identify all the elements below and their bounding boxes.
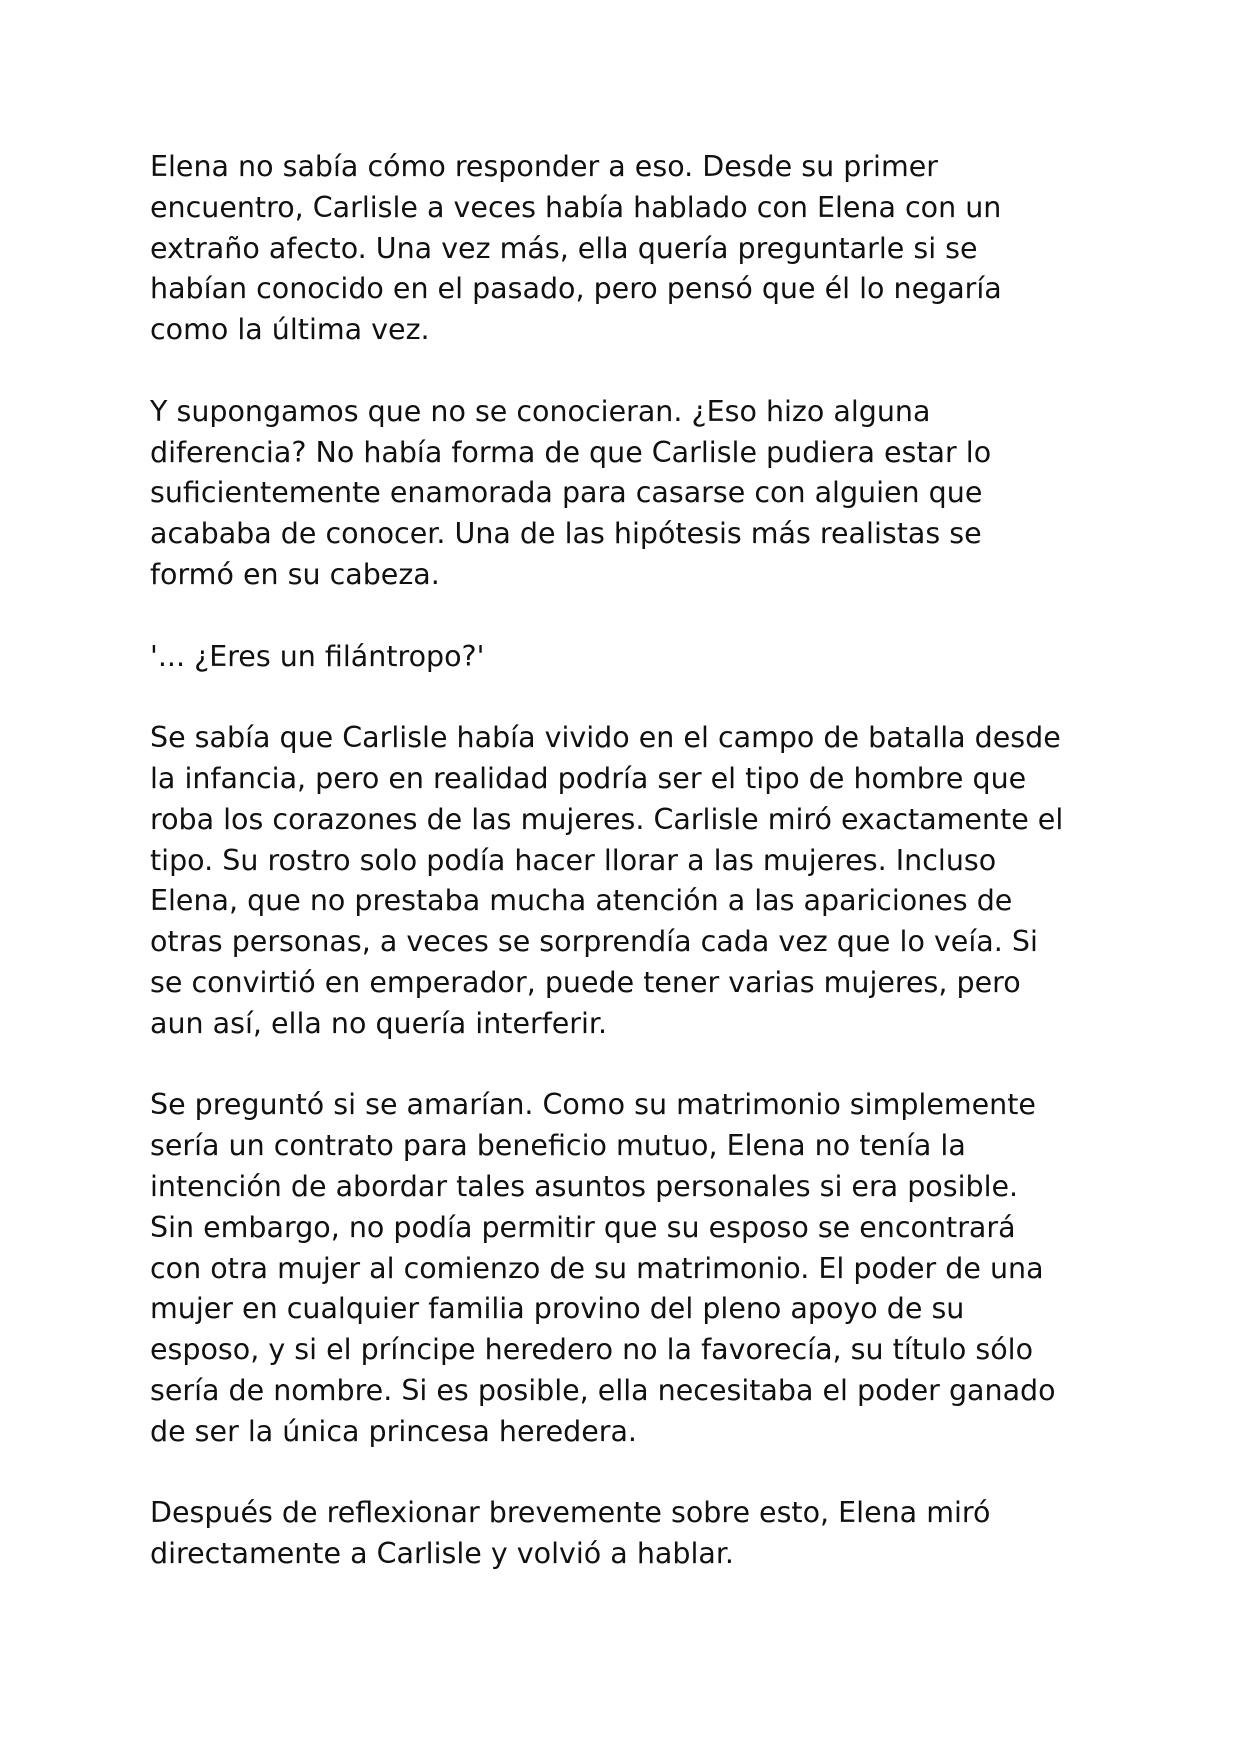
document-body	[150, 147, 1110, 1575]
paragraph-3: '... ¿Eres un filántropo?'	[150, 639, 485, 673]
paragraph-5: Se preguntó si se amarían. Como su matrimonio simplemente sería un contrato para beneficio mutuo, Elena no tenía la intención de abordar tales asuntos personales si era posible. Sin embargo, no podía permitir que su esposo se encontrará con otra mujer al comienzo de su matrimonio. El poder de una mujer en cualquier familia provino del pleno apoyo de su esposo, y si el príncipe heredero no la favorecía, su título sólo sería de nombre. Si es posible, ella necesitaba el poder ganado de ser la única princesa heredera.	[150, 1088, 1056, 1448]
paragraph-6: Después de reflexionar brevemente sobre esto, Elena miró directamente a Carlisle y volvió a hablar.	[150, 1496, 991, 1571]
paragraph-2: Y supongamos que no se conocieran. ¿Eso hizo alguna diferencia? No había forma de que Carlisle pudiera estar lo suficientemente enamorada para casarse con alguien que acababa de conocer. Una de las hipótesis más realistas se formó en su cabeza.	[150, 394, 992, 591]
paragraph-4: Se sabía que Carlisle había vivido en el campo de batalla desde la infancia, pero en realidad podría ser el tipo de hombre que roba los corazones de las mujeres. Carlisle miró exactamente el tipo. Su rostro solo podía hacer llorar a las mujeres. Incluso Elena, que no prestaba mucha atención a las apariciones de otras personas, a veces se sorprendía cada vez que lo veía. Si se convirtió en emperador, puede tener varias mujeres, pero aun así, ella no quería interferir.	[150, 721, 1064, 1040]
paragraph-1: Elena no sabía cómo responder a eso. Desde su primer encuentro, Carlisle a veces había hablado con Elena con un extraño afecto. Una vez más, ella quería preguntarle si se habían conocido en el pasado, pero pensó que él lo negaría como la última vez.	[150, 150, 1002, 347]
